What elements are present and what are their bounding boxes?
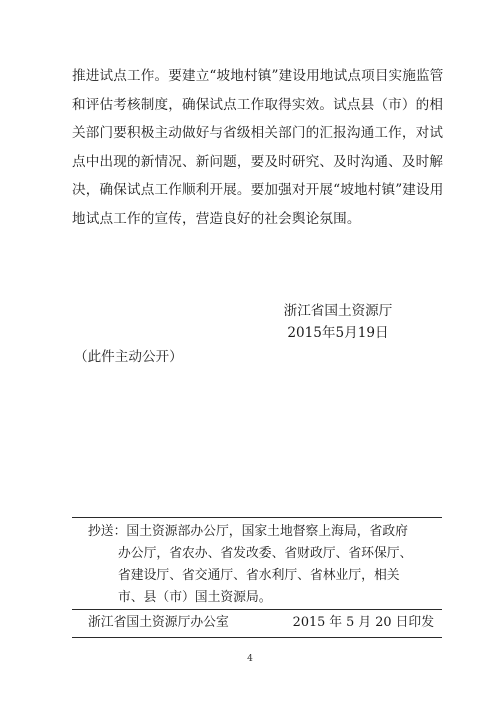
issue-row bbox=[88, 611, 434, 635]
cc-block bbox=[88, 521, 442, 609]
body-paragraph bbox=[72, 62, 442, 233]
signature-organization: 浙江省国土资源厅 bbox=[283, 303, 393, 319]
body-line-3: 关部门要积极主动做好与省级相关部门的汇报沟通工作，对试 bbox=[72, 125, 444, 141]
issue-top-rule bbox=[72, 609, 442, 610]
body-line-2: 和评估考核制度，确保试点工作取得实效。试点县（市）的相 bbox=[72, 96, 444, 113]
issuing-office: 浙江省国土资源厅办公室 bbox=[88, 615, 229, 630]
signature-block bbox=[258, 300, 418, 344]
signature-date: 2015年5月19日 bbox=[287, 325, 389, 341]
cc-line-1: 抄送：国土资源部办公厅，国家土地督察上海局，省政府 bbox=[88, 524, 408, 539]
public-disclosure-note: （此件主动公开） bbox=[74, 349, 183, 365]
cc-line-4: 市、县（市）国土资源局。 bbox=[118, 590, 272, 605]
body-line-5: 决，确保试点工作顺利开展。要加强对开展“坡地村镇”建设用 bbox=[72, 182, 444, 198]
page-number: 4 bbox=[247, 654, 253, 664]
issue-date: 2015 年 5 月 20 日印发 bbox=[292, 615, 434, 630]
cc-top-rule bbox=[72, 517, 442, 518]
body-line-1: 推进试点工作。要建立“坡地村镇”建设用地试点项目实施监管 bbox=[72, 68, 444, 84]
body-line-4: 点中出现的新情况、新问题，要及时研究、及时沟通、及时解 bbox=[72, 153, 444, 170]
cc-line-2: 办公厅，省农办、省发改委、省财政厅、省环保厅、 bbox=[118, 546, 413, 561]
body-line-6: 地试点工作的宣传，营造良好的社会舆论氛围。 bbox=[72, 210, 361, 227]
cc-line-3: 省建设厅、省交通厅、省水利厅、省林业厅，相关 bbox=[118, 568, 400, 583]
issue-bottom-rule bbox=[72, 637, 442, 638]
